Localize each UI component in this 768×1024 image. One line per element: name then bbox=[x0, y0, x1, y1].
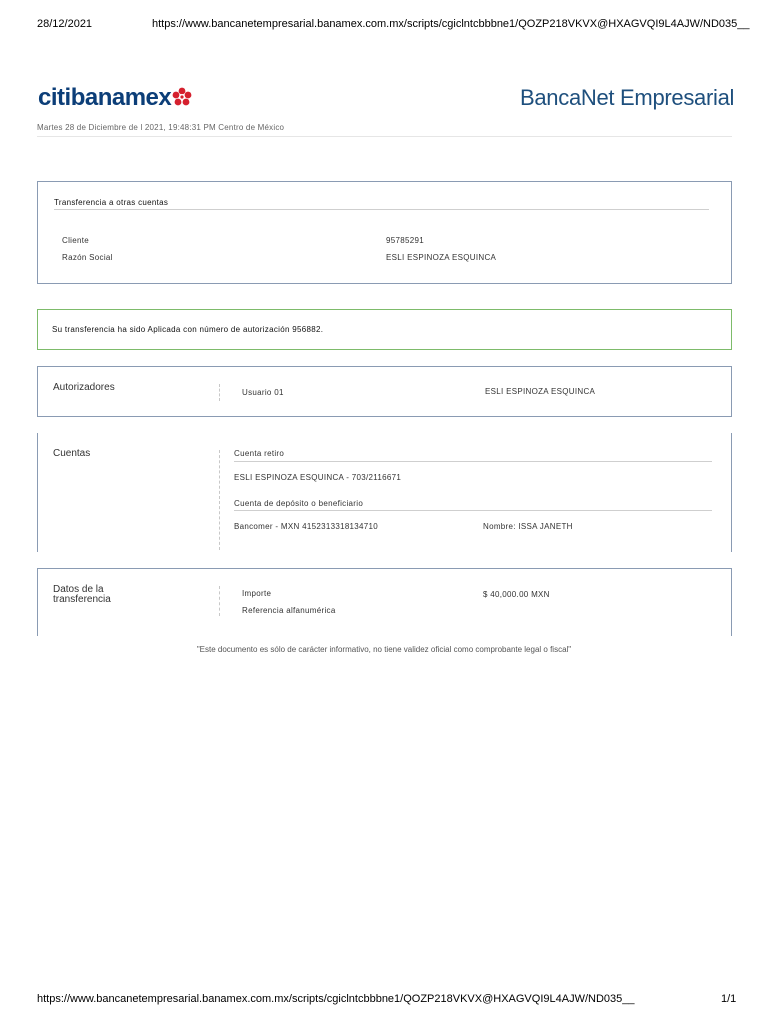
reference-label: Referencia alfanumérica bbox=[242, 606, 336, 615]
deposit-account-value: Bancomer - MXN 4152313318134710 bbox=[234, 522, 379, 531]
logo-citi-text: citi bbox=[38, 84, 71, 111]
authorizer-user-label: Usuario 01 bbox=[242, 388, 284, 397]
client-label: Cliente bbox=[62, 236, 90, 245]
bancanet-empresarial: Empresarial bbox=[614, 85, 735, 110]
accounts-panel bbox=[37, 433, 732, 552]
disclaimer: "Este documento es sólo de carácter informativo, no tiene validez oficial como comprobante legal o fiscal" bbox=[196, 645, 572, 654]
section-separator bbox=[219, 586, 220, 616]
withdraw-account-value: ESLI ESPINOZA ESQUINCA - 703/2116671 bbox=[234, 473, 402, 482]
razon-social-label: Razón Social bbox=[62, 253, 113, 262]
withdraw-account-label: Cuenta retiro bbox=[234, 449, 285, 458]
bancanet-net: Net bbox=[580, 85, 615, 110]
banamex-flower-icon bbox=[172, 87, 192, 107]
print-footer-url: https://www.bancanetempresarial.banamex.com.mx/scripts/cgiclntcbbbne1/QOZP218VKVX@HXAGVQI9L4AJW/ND035__ bbox=[37, 993, 635, 1005]
withdraw-divider bbox=[234, 461, 712, 462]
title-divider bbox=[54, 209, 709, 210]
print-url: https://www.bancanetempresarial.banamex.com.mx/scripts/cgiclntcbbbne1/QOZP218VKVX@HXAGVQI9L4AJW/ND035__ bbox=[152, 18, 750, 30]
deposit-account-label: Cuenta de depósito o beneficiario bbox=[234, 499, 364, 508]
authorizer-user-value: ESLI ESPINOZA ESQUINCA bbox=[485, 387, 596, 396]
session-datetime: Martes 28 de Diciembre de l 2021, 19:48:31 PM Centro de México bbox=[37, 123, 285, 132]
transfer-label-line1: Datos de la bbox=[53, 584, 104, 595]
razon-social-value: ESLI ESPINOZA ESQUINCA bbox=[386, 253, 497, 262]
transfer-data-label bbox=[53, 585, 111, 605]
transfer-data-panel bbox=[37, 568, 732, 636]
print-page-number: 1/1 bbox=[721, 993, 737, 1005]
transfer-label-line2: transferencia bbox=[53, 594, 111, 605]
amount-label: Importe bbox=[242, 589, 272, 598]
accounts-label: Cuentas bbox=[53, 448, 91, 459]
citibanamex-logo bbox=[38, 84, 192, 112]
header-divider bbox=[37, 136, 732, 137]
bancanet-banca: Banca bbox=[520, 85, 581, 110]
authorizers-panel bbox=[37, 366, 732, 417]
success-message: Su transferencia ha sido Aplicada con número de autorización 956882. bbox=[52, 325, 324, 334]
client-value: 95785291 bbox=[386, 236, 424, 245]
beneficiary-name: Nombre: ISSA JANETH bbox=[483, 522, 573, 531]
client-panel bbox=[37, 181, 732, 284]
bancanet-empresarial-logo bbox=[520, 85, 734, 111]
authorizers-label: Autorizadores bbox=[53, 382, 115, 393]
logo-banamex-text: banamex bbox=[70, 84, 172, 111]
success-message-panel bbox=[37, 309, 732, 350]
section-separator bbox=[219, 384, 220, 401]
section-separator bbox=[219, 450, 220, 550]
amount-value: $ 40,000.00 MXN bbox=[483, 590, 550, 599]
panel-title: Transferencia a otras cuentas bbox=[54, 198, 169, 207]
deposit-divider bbox=[234, 510, 712, 511]
print-date: 28/12/2021 bbox=[37, 18, 93, 30]
